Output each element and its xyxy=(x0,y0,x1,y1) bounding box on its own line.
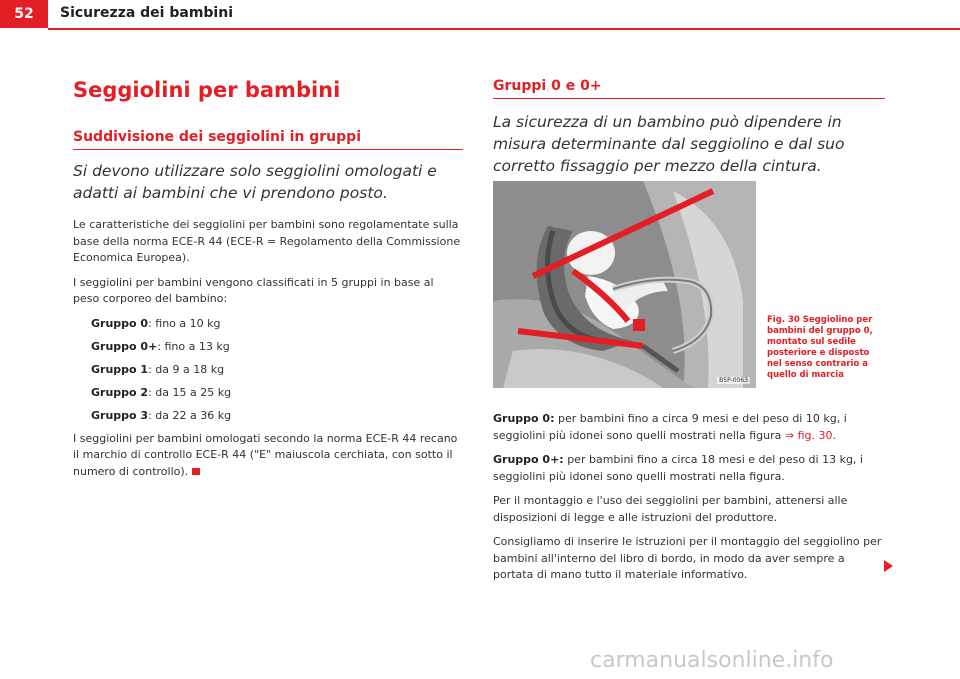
page-header xyxy=(0,0,960,30)
paragraph-montaggio: Per il montaggio e l'uso dei seggiolini per bambini, attenersi alle disposizioni di legge e alle istruzioni del produttore. xyxy=(493,494,848,524)
paragraph-gruppo-0plus: Gruppo 0+: per bambini fino a circa 18 mesi e del peso di 13 kg, i seggiolini più idonei sono quelli mostrati nella figura. xyxy=(493,453,863,483)
left-column xyxy=(73,78,463,488)
header-rule xyxy=(48,28,960,30)
lead-text: Si devono utilizzare solo seggiolini omologati e adatti ai bambini che vi prendono posto. xyxy=(73,162,437,202)
group-item: Gruppo 0: fino a 10 kg xyxy=(91,316,221,330)
figure-caption: Fig. 30 Seggiolino per bambini del gruppo 0, montato sul sedile posteriore e disposto nel senso contrario a quello di marcia xyxy=(767,315,873,380)
group-item: Gruppo 3: da 22 a 36 kg xyxy=(91,408,232,422)
end-of-section-mark xyxy=(192,468,200,475)
paragraph-approval-mark: I seggiolini per bambini omologati secondo la norma ECE-R 44 recano il marchio di controllo ECE-R 44 ("E" maiuscola cerchiata, con sotto il numero di controllo). xyxy=(73,431,458,478)
right-body xyxy=(493,411,885,592)
group-item: Gruppo 2: da 15 a 25 kg xyxy=(91,385,232,399)
paragraph-gruppo-0: Gruppo 0: per bambini fino a circa 9 mesi e del peso di 10 kg, i seggiolini più idonei sono quelli mostrati nella figura ⇒ fig. 30. xyxy=(493,412,847,442)
paragraph-consiglio: Consigliamo di inserire le istruzioni per il montaggio del seggiolino per bambini all'interno del libro di bordo, in modo da aver sempre a portata di mano tutto il materiale informativo. xyxy=(493,535,882,581)
subsection-heading: Suddivisione dei seggiolini in gruppi xyxy=(73,129,463,150)
group-item: Gruppo 0+: fino a 13 kg xyxy=(91,339,230,353)
paragraph-groups-intro: I seggiolini per bambini vengono classificati in 5 gruppi in base al peso corporeo del bambino: xyxy=(73,275,434,305)
paragraph-ece: Le caratteristiche dei seggiolini per bambini sono regolamentate sulla base della norma ECE-R 44 (ECE-R = Regolamento della Commissione Economica Europea). xyxy=(73,218,461,264)
running-title: Sicurezza dei bambini xyxy=(60,5,233,21)
lead-text-right: La sicurezza di un bambino può dipendere in misura determinante dal seggiolino e dal suo corretto fissaggio per mezzo della cintura. xyxy=(493,113,845,175)
figure-code: B5P-0063 xyxy=(719,377,748,384)
next-page-arrow-icon xyxy=(884,560,893,572)
page-number: 52 xyxy=(0,0,48,28)
figure-reference-link[interactable]: ⇒ fig. 30 xyxy=(784,428,833,442)
child-seat-illustration xyxy=(493,181,756,388)
group-item: Gruppo 1: da 9 a 18 kg xyxy=(91,362,225,376)
watermark: carmanualsonline.info xyxy=(590,648,834,673)
section-heading: Seggiolini per bambini xyxy=(73,78,341,102)
right-column xyxy=(493,78,885,177)
subsection-heading-gruppi: Gruppi 0 e 0+ xyxy=(493,78,885,99)
